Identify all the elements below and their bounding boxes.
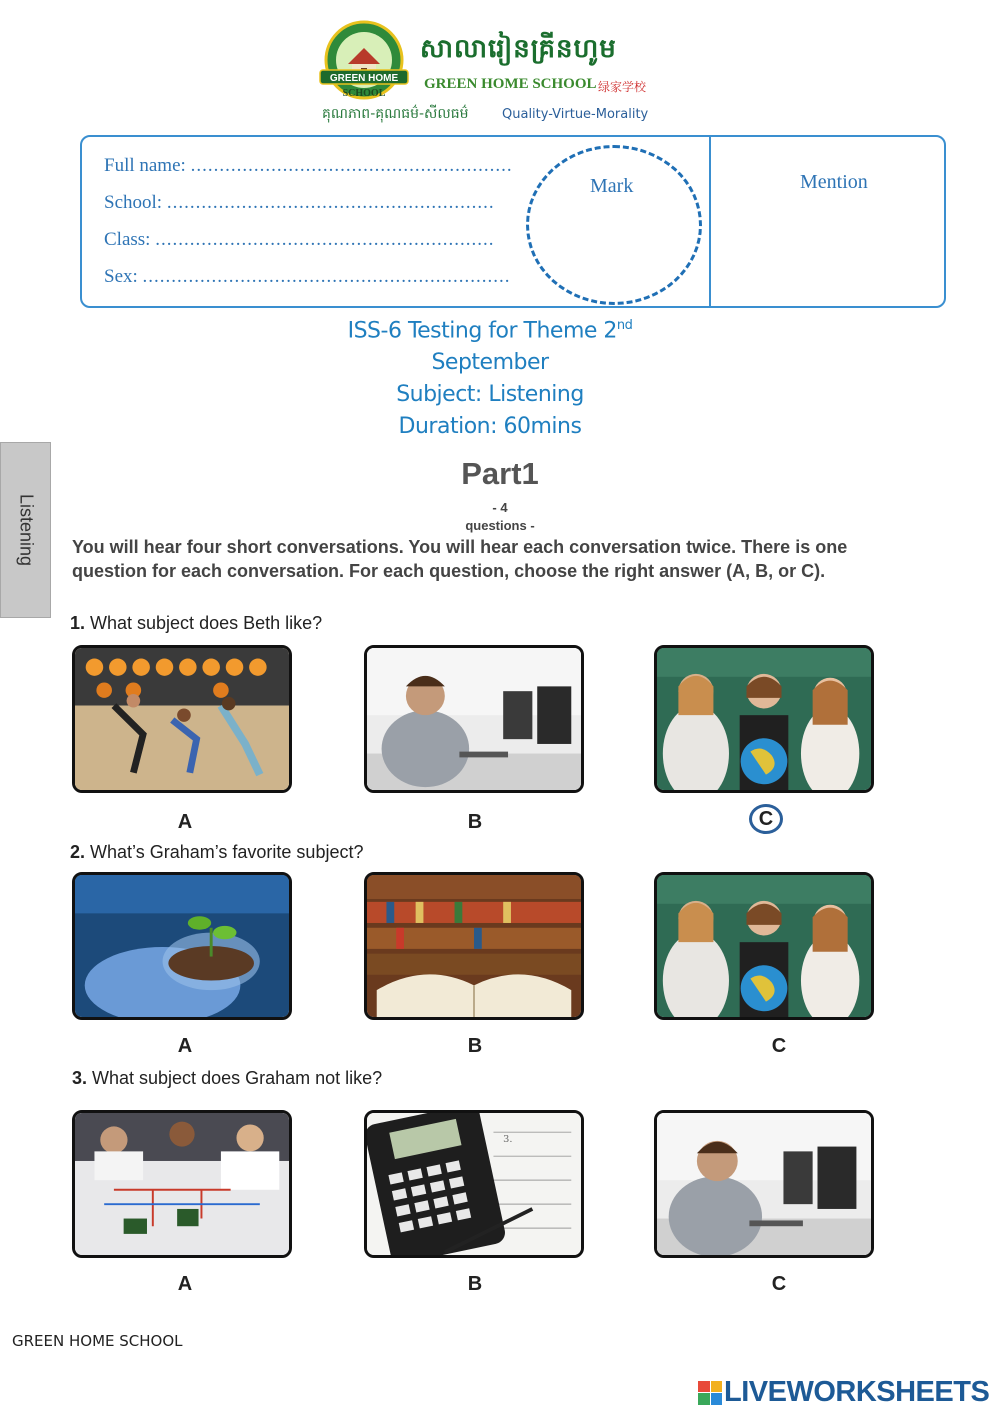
- q3-option-a-image-electronics[interactable]: [72, 1110, 292, 1258]
- test-title: [0, 318, 980, 343]
- svg-text:GREEN HOME: GREEN HOME: [329, 73, 399, 84]
- q3-option-a[interactable]: A: [177, 1273, 193, 1295]
- liveworksheets-badge-icon: [698, 1381, 722, 1405]
- q2-option-b-image-library[interactable]: [364, 872, 584, 1020]
- motto-khmer: គុណភាព-គុណធម៌-សីលធម៌: [322, 106, 469, 122]
- question-3: [72, 1068, 382, 1089]
- q2-option-b[interactable]: B: [467, 1035, 483, 1057]
- school-logo: [316, 20, 412, 104]
- sex-field[interactable]: [104, 266, 511, 288]
- info-divider: [709, 137, 711, 306]
- question-3-text: What subject does Graham not like?: [87, 1068, 383, 1088]
- test-month: September: [431, 350, 549, 375]
- student-info-box: [80, 135, 946, 308]
- sex-dots[interactable]: ................................................................: [142, 266, 511, 287]
- q1-option-c-image-geography[interactable]: [654, 645, 874, 793]
- full-name-field[interactable]: [104, 155, 513, 177]
- q1-option-a[interactable]: A: [177, 811, 193, 833]
- q1-option-a-image-gym[interactable]: [72, 645, 292, 793]
- svg-text:SCHOOL: SCHOOL: [342, 88, 386, 99]
- test-title-sup: nd: [616, 318, 633, 333]
- footer-school-name: GREEN HOME SCHOOL: [12, 1332, 183, 1350]
- q1-option-b[interactable]: B: [467, 811, 483, 833]
- q2-option-a[interactable]: A: [177, 1035, 193, 1057]
- school-label: School:: [104, 192, 163, 213]
- class-label: Class:: [104, 229, 151, 250]
- question-1: [70, 613, 322, 634]
- test-title-text: ISS-6 Testing for Theme 2: [347, 318, 617, 344]
- school-name-khmer: សាលារៀនគ្រីនហូម: [420, 34, 617, 64]
- question-2-number: 2.: [70, 842, 86, 862]
- motto-english: Quality-Virtue-Morality: [502, 107, 649, 122]
- question-2: [70, 842, 363, 863]
- q3-option-c-image-computer[interactable]: [654, 1110, 874, 1258]
- class-dots[interactable]: ...........................................................: [155, 229, 495, 250]
- mention-label: Mention: [800, 171, 868, 193]
- q1-option-c-selected[interactable]: C: [749, 804, 783, 834]
- full-name-dots[interactable]: ........................................................: [190, 155, 513, 176]
- sex-label: Sex:: [104, 266, 138, 287]
- class-field[interactable]: [104, 229, 494, 251]
- side-tab-label: Listening: [16, 493, 36, 567]
- part-subtitle-questions: questions -: [465, 518, 535, 533]
- instructions: You will hear four short conversations. You will hear each conversation twice. There is one question for each conversation. For each question, choose the right answer (A, B, or C).: [72, 537, 848, 581]
- q1-option-b-image-computer[interactable]: [364, 645, 584, 793]
- q3-option-b-image-math[interactable]: [364, 1110, 584, 1258]
- q3-option-c[interactable]: C: [771, 1273, 787, 1295]
- test-duration: Duration: 60mins: [398, 414, 582, 439]
- q3-option-b[interactable]: B: [467, 1273, 483, 1295]
- q2-option-c[interactable]: C: [771, 1035, 787, 1057]
- question-1-number: 1.: [70, 613, 86, 633]
- q2-option-c-image-geography[interactable]: [654, 872, 874, 1020]
- q2-option-a-image-science[interactable]: [72, 872, 292, 1020]
- full-name-label: Full name:: [104, 155, 186, 176]
- school-name-chinese: 绿家学校: [598, 80, 647, 94]
- question-3-number: 3.: [72, 1068, 88, 1088]
- part-title: Part1: [461, 456, 539, 491]
- part-subtitle-count: - 4: [492, 500, 508, 515]
- liveworksheets-brand: LIVEWORKSHEETS: [724, 1376, 990, 1408]
- mark-circle: [526, 145, 702, 305]
- question-2-text: What’s Graham’s favorite subject?: [85, 842, 364, 862]
- question-1-text: What subject does Beth like?: [85, 613, 323, 633]
- school-dots[interactable]: .........................................................: [166, 192, 495, 213]
- school-field[interactable]: [104, 192, 495, 214]
- svg-text:3.: 3.: [503, 1133, 513, 1145]
- test-subject: Subject: Listening: [396, 382, 584, 407]
- liveworksheets-logo[interactable]: [698, 1376, 989, 1409]
- mark-label: Mark: [590, 175, 634, 197]
- school-name-english: GREEN HOME SCHOOL: [424, 76, 597, 92]
